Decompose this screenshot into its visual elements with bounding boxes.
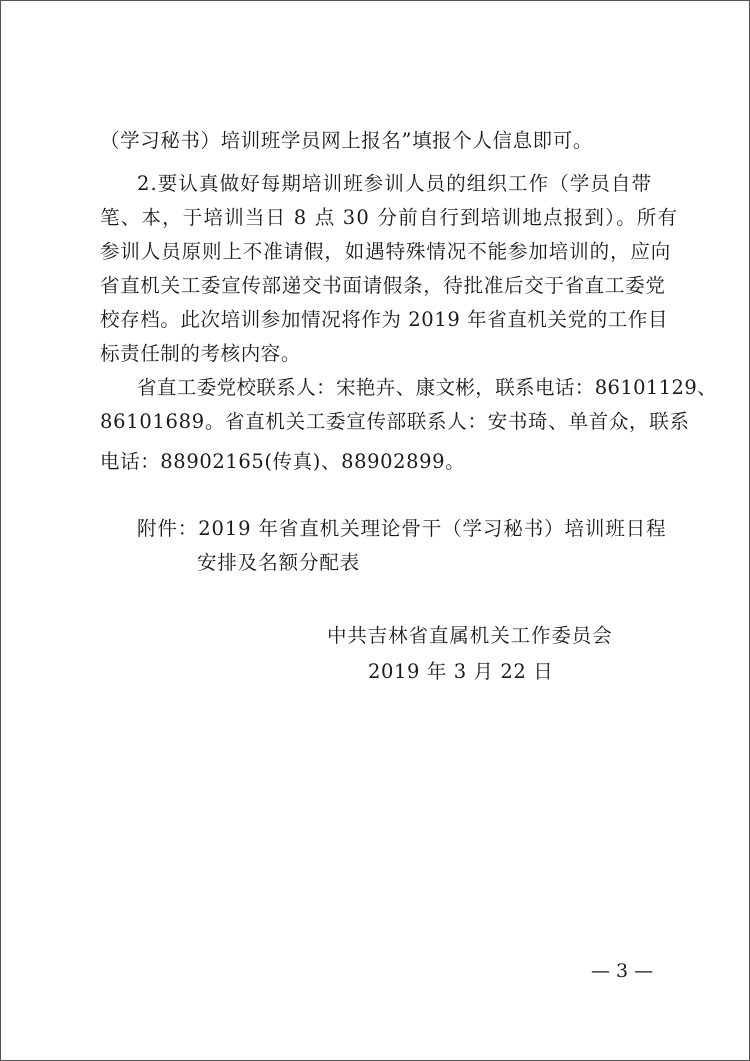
body-line-6: 校存档。此次培训参加情况将作为 2019 年省直机关党的工作目 [100, 308, 669, 331]
signature-date: 2019 年 3 月 22 日 [368, 660, 554, 683]
signature-organization: 中共吉林省直属机关工作委员会 [327, 624, 613, 647]
body-line-4: 参训人员原则上不准请假，如遇特殊情况不能参加培训的，应向 [100, 240, 672, 263]
body-line-5: 省直机关工委宣传部递交书面请假条，待批准后交于省直工委党 [100, 274, 666, 297]
attachment-line-1: 附件：2019 年省直机关理论骨干（学习秘书）培训班日程 [137, 517, 667, 540]
body-line-3: 笔、本，于培训当日 8 点 30 分前自行到培训地点报到）。所有 [100, 206, 679, 229]
body-line-10: 电话：88902165(传真)、88902899。 [100, 450, 466, 473]
body-line-2: 2.要认真做好每期培训班参训人员的组织工作（学员自带 [137, 172, 653, 195]
body-line-7: 标责任制的考核内容。 [100, 342, 302, 365]
body-line-8: 省直工委党校联系人：宋艳卉、康文彬，联系电话：86101129、 [137, 376, 718, 399]
attachment-line-2: 安排及名额分配表 [197, 551, 361, 574]
body-line-1: （学习秘书）培训班学员网上报名”填报个人信息即可。 [100, 129, 593, 152]
page-number: — 3 — [591, 960, 654, 982]
body-line-9: 86101689。省直机关工委宣传部联系人：安书琦、单首众，联系 [100, 410, 690, 433]
